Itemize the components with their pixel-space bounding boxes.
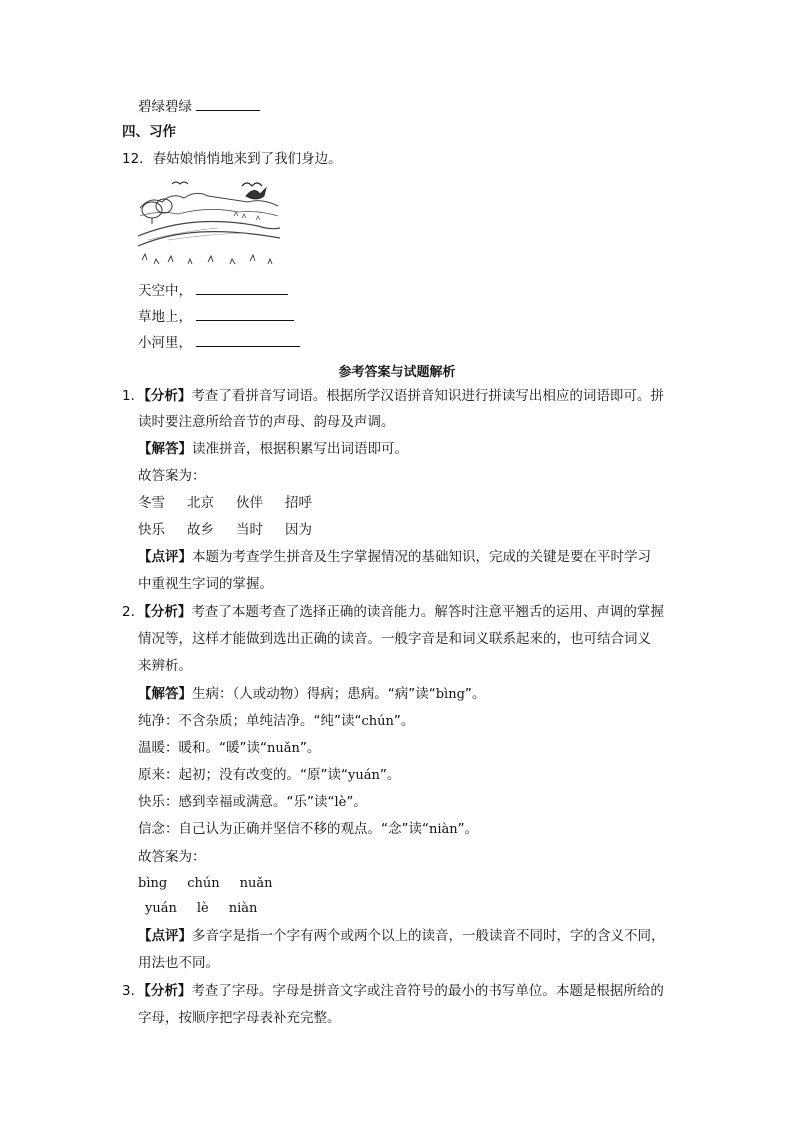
pinyin: bìng	[138, 876, 168, 891]
a2-comment	[138, 927, 665, 945]
a2-comment-text: 多音字是指一个字有两个或两个以上的读音，一般读音不同时，字的含义不同，	[192, 928, 665, 944]
solution-close: ”。	[379, 767, 401, 783]
a2-solution-1	[138, 685, 485, 704]
answer-word: 招呼	[285, 495, 312, 511]
pinyin: lè	[334, 795, 347, 810]
a1-analysis-text: 考查了看拼音写词语。根据所学汉语拼音知识进行拼读写出相应的词语即可。拼	[191, 388, 664, 404]
answer-word: 冬雪	[138, 495, 165, 511]
a1-solution	[138, 440, 408, 458]
a1-comment-text: 本题为考查学生拼音及生字掌握情况的基础知识，完成的关键是要在平时学习	[192, 549, 651, 565]
solution-tag: 【解答】	[138, 441, 192, 457]
pinyin: nuǎn	[239, 876, 273, 891]
answer-word: 故乡	[187, 522, 214, 538]
q-tail-item	[138, 97, 260, 116]
a1-answer-row1	[138, 494, 312, 512]
solution-close: ”。	[299, 740, 321, 756]
a2-answer-label: 故答案为：	[138, 849, 206, 865]
a3-analysis-text: 考查了字母。字母是拼音文字或注音符号的最小的书写单位。本题是根据所给的	[191, 983, 664, 999]
solution-tag: 【解答】	[138, 686, 192, 702]
answer-word: 快乐	[138, 522, 165, 538]
answer-blank[interactable]	[196, 333, 300, 347]
a2-pinyin-row1	[138, 875, 272, 893]
a2-solution-6	[138, 820, 478, 839]
q12-line-label: 草地上，	[138, 309, 192, 325]
a3-analysis-l2: 字母，按顺序把字母表补充完整。	[138, 1010, 341, 1026]
a1-num: 1．	[122, 388, 145, 404]
pinyin: yuán	[347, 768, 380, 783]
answer-word: 因为	[285, 522, 312, 538]
section-title: 四、习作	[122, 124, 176, 140]
analysis-tag: 【分析】	[144, 983, 192, 999]
a2-analysis	[122, 603, 664, 621]
spring-landscape-illustration	[138, 176, 280, 268]
a1-comment-l2: 中重视生字词的掌握。	[138, 576, 273, 592]
solution-text: 温暖：暖和。“暖”读“	[138, 740, 267, 756]
q-tail-word: 碧绿碧绿	[138, 99, 192, 115]
q12-line-grass	[138, 307, 294, 326]
answers-title: 参考答案与试题解析	[338, 365, 456, 380]
a2-solution-2	[138, 712, 414, 731]
solution-text: 快乐：感到幸福或满意。“乐”读“	[138, 794, 335, 810]
answer-word: 伙伴	[236, 495, 263, 511]
a1-analysis-l2: 读时要注意所给音节的声母、韵母及声调。	[138, 414, 395, 430]
answer-blank[interactable]	[196, 281, 288, 295]
solution-text: 生病：（人或动物）得病；患病。“病”读“	[192, 686, 436, 702]
solution-close: ”。	[464, 686, 486, 702]
a1-answer-label: 故答案为：	[138, 468, 206, 484]
answer-blank[interactable]	[196, 97, 260, 111]
q12-line-river	[138, 333, 300, 352]
a2-analysis-l2: 情况等，这样才能做到选出正确的读音。一般字音是和词义联系起来的，也可结合词义	[138, 631, 651, 647]
a2-pinyin-row2	[145, 900, 257, 918]
solution-close: ”。	[346, 794, 367, 810]
q12-line-label: 小河里，	[138, 335, 192, 351]
a2-analysis-l3: 来辨析。	[138, 658, 192, 674]
solution-text: 原来：起初；没有改变的。“原”读“	[138, 767, 348, 783]
pinyin: chún	[187, 876, 220, 891]
a2-comment-l2: 用法也不同。	[138, 955, 219, 971]
a2-solution-3	[138, 739, 320, 758]
a2-analysis-text: 考查了本题考查了选择正确的读音能力。解答时注意平翘舌的运用、声调的掌握	[191, 604, 664, 620]
a2-num: 2．	[122, 604, 145, 620]
answer-word: 北京	[187, 495, 214, 511]
solution-close: ”。	[457, 821, 479, 837]
pinyin: yuán	[145, 901, 177, 916]
q12-line-label: 天空中，	[138, 283, 192, 299]
pinyin: nuǎn	[266, 741, 300, 756]
answer-blank[interactable]	[196, 307, 294, 321]
q12-line-sky	[138, 281, 288, 300]
analysis-tag: 【分析】	[144, 604, 192, 620]
pinyin: bìng	[435, 687, 465, 702]
a3-num: 3．	[122, 983, 145, 999]
a1-solution-text: 读准拼音，根据积累写出词语即可。	[192, 441, 408, 457]
pinyin: lè	[196, 901, 209, 916]
solution-text: 信念：自己认为正确并坚信不移的观点。“念”读“	[138, 821, 429, 837]
a3-analysis	[122, 982, 664, 1000]
a2-solution-4	[138, 766, 400, 785]
comment-tag: 【点评】	[138, 928, 192, 944]
comment-tag: 【点评】	[138, 549, 192, 565]
analysis-tag: 【分析】	[144, 388, 192, 404]
a1-answer-row2	[138, 521, 312, 539]
solution-close: ”。	[393, 713, 415, 729]
pinyin: niàn	[428, 822, 458, 837]
pinyin: chún	[361, 714, 394, 729]
a1-comment	[138, 548, 651, 566]
q12-prompt: 12．春姑娘悄悄地来到了我们身边。	[122, 151, 342, 167]
a2-solution-5	[138, 793, 367, 812]
pinyin: niàn	[228, 901, 258, 916]
answer-word: 当时	[236, 522, 263, 538]
solution-text: 纯净：不含杂质；单纯洁净。“纯”读“	[138, 713, 362, 729]
a1-analysis	[122, 387, 664, 405]
